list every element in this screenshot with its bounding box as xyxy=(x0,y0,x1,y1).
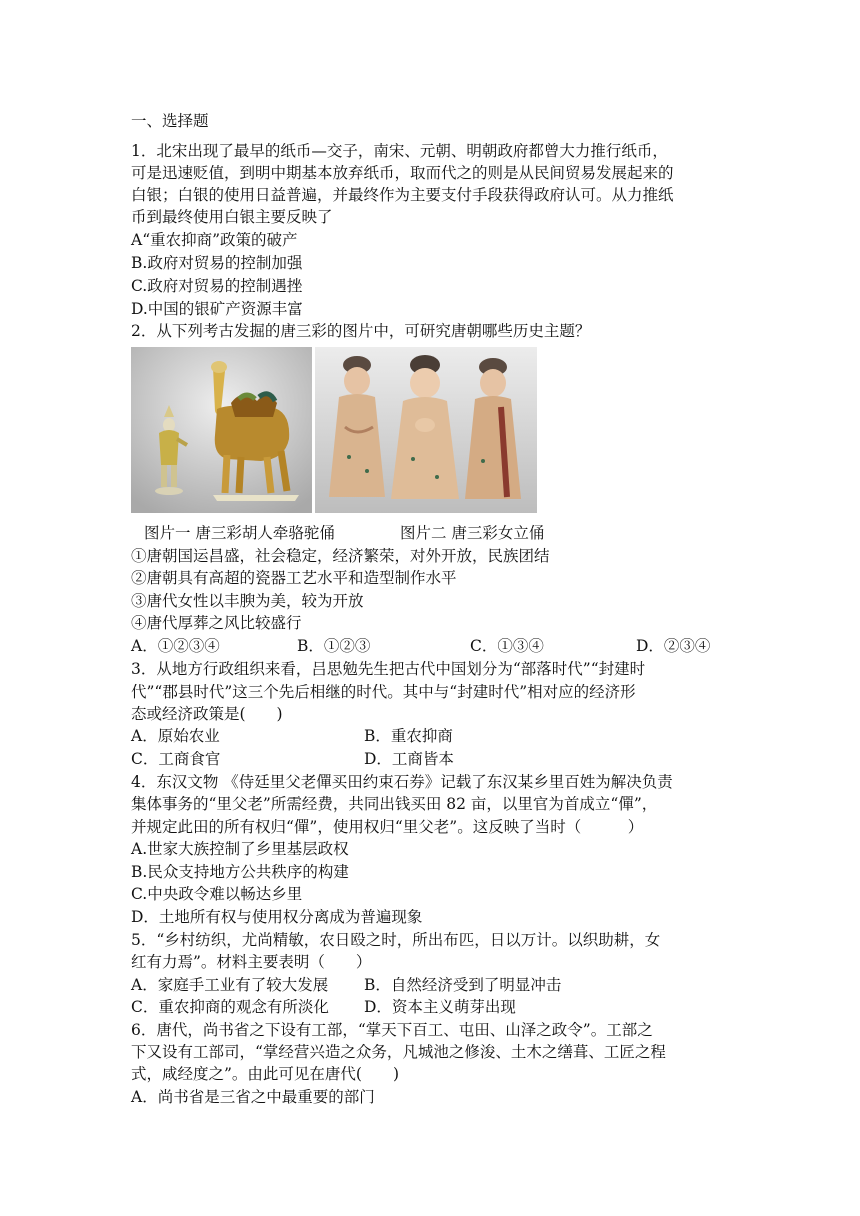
q2-option-d: D．②③④ xyxy=(636,637,711,655)
q4-stem-line: 4．东汉文物 《侍廷里父老僤买田约束石券》记载了东汉某乡里百姓为解决负责 xyxy=(131,773,673,791)
q3-option-b: B．重农抑商 xyxy=(364,727,453,745)
q4-option-a: A.世家大族控制了乡里基层政权 xyxy=(131,840,349,858)
q1-option-b: B.政府对贸易的控制加强 xyxy=(131,254,303,272)
q2-option-b: B．①②③ xyxy=(297,637,371,655)
q1-option-a: A“重农抑商”政策的破产 xyxy=(131,231,298,249)
q5-option-d: D．资本主义萌芽出现 xyxy=(364,998,516,1016)
q4-stem-line: 集体事务的“里父老”所需经费，共同出钱买田 82 亩，以里官为首成立“僤”， xyxy=(131,795,658,813)
figure-caption-1: 图片一 唐三彩胡人牵骆驼俑 xyxy=(144,524,335,542)
q2-statement: ④唐代厚葬之风比较盛行 xyxy=(131,614,302,632)
q2-option-c: C．①③④ xyxy=(470,637,544,655)
q3-option-d: D．工商皆本 xyxy=(364,750,454,768)
q4-option-c: C.中央政令难以畅达乡里 xyxy=(131,885,303,903)
q5-option-b: B．自然经济受到了明显冲击 xyxy=(364,976,562,994)
q2-statement: ③唐代女性以丰腴为美，较为开放 xyxy=(131,592,364,610)
q1-stem-line: 币到最终使用白银主要反映了 xyxy=(131,208,333,226)
q6-stem-line: 下又设有工部司，“掌经营兴造之众务，凡城池之修浚、土木之缮葺、工匠之程 xyxy=(131,1043,666,1061)
q1-option-c: C.政府对贸易的控制遇挫 xyxy=(131,277,303,295)
q5-stem-line: 红有力焉”。材料主要表明（ ） xyxy=(131,953,372,971)
q3-option-a: A．原始农业 xyxy=(131,727,220,745)
q5-option-c: C．重农抑商的观念有所淡化 xyxy=(131,998,329,1016)
q3-stem-line: 3．从地方行政组织来看，吕思勉先生把古代中国划分为“部落时代”“封建时 xyxy=(131,660,646,678)
q1-stem-line: 可是迅速贬值，到明中期基本放弃纸币，取而代之的则是从民间贸易发展起来的 xyxy=(131,164,674,182)
q1-stem-line: 白银；白银的使用日益普遍，并最终作为主要支付手段获得政府认可。从力推纸 xyxy=(131,186,674,204)
q6-option-a: A．尚书省是三省之中最重要的部门 xyxy=(131,1088,375,1106)
figure-caption-2: 图片二 唐三彩女立俑 xyxy=(400,524,545,542)
q1-option-d: D.中国的银矿产资源丰富 xyxy=(131,300,303,318)
tang-sancai-female-figures-image xyxy=(315,347,537,513)
q3-option-c: C．工商食官 xyxy=(131,750,221,768)
q5-stem-line: 5．“乡村纺织，尤尚精敏，农日殴之时，所出布匹，日以万计。以织助耕，女 xyxy=(131,931,661,949)
q4-option-b: B.民众支持地方公共秩序的构建 xyxy=(131,863,349,881)
q5-option-a: A．家庭手工业有了较大发展 xyxy=(131,976,329,994)
q4-stem-line: 并规定此田的所有权归“僤”，使用权归“里父老”。这反映了当时（ ） xyxy=(131,818,644,836)
q1-stem-line: 1．北宋出现了最早的纸币—交子，南宋、元朝、明朝政府都曾大力推行纸币， xyxy=(131,142,668,160)
q2-stem: 2．从下列考古发掘的唐三彩的图片中，可研究唐朝哪些历史主题？ xyxy=(131,322,591,340)
section-title: 一、选择题 xyxy=(131,112,209,130)
q4-option-d: D．土地所有权与使用权分离成为普遍现象 xyxy=(131,908,423,926)
q6-stem-line: 6．唐代，尚书省之下设有工部，“掌天下百工、屯田、山泽之政令”。工部之 xyxy=(131,1021,653,1039)
q3-stem-line: 态或经济政策是( ) xyxy=(131,705,283,723)
tang-sancai-camel-figure-image xyxy=(131,347,312,513)
q2-statement: ②唐朝具有高超的瓷器工艺水平和造型制作水平 xyxy=(131,569,457,587)
q2-statement: ①唐朝国运昌盛，社会稳定，经济繁荣，对外开放，民族团结 xyxy=(131,547,550,565)
q6-stem-line: 式，咸经度之”。由此可见在唐代( ) xyxy=(131,1065,400,1083)
q2-option-a: A．①②③④ xyxy=(131,637,220,655)
q3-stem-line: 代”“郡县时代”这三个先后相继的时代。其中与“封建时代”相对应的经济形 xyxy=(131,683,636,701)
